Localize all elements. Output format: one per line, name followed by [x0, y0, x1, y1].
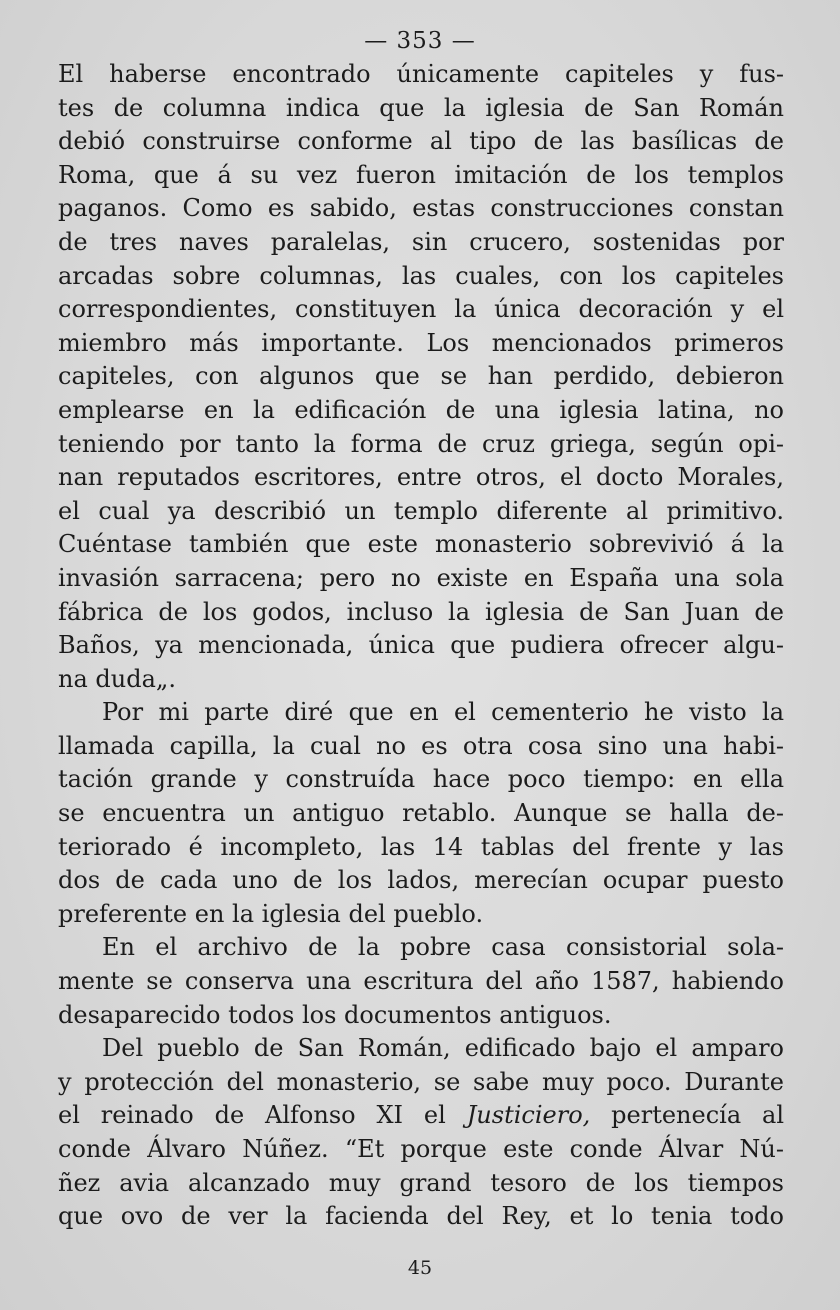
- text-line: capiteles, con algunos que se han perdido, debieron: [58, 362, 784, 391]
- text-line: de tres naves paralelas, sin crucero, sostenidas por: [58, 227, 784, 256]
- text-line: Por mi parte diré que en el cementerio he visto la: [102, 698, 784, 727]
- text-segment: el reinado de Alfonso XI el: [58, 1101, 467, 1130]
- text-line: emplearse en la edificación de una iglesia latina, no: [58, 395, 784, 424]
- text-line: ñez avia alcanzado muy grand tesoro de los tiempos: [58, 1168, 784, 1197]
- text-line: En el archivo de la pobre casa consistorial sola-: [102, 933, 784, 962]
- text-line: dos de cada uno de los lados, merecían ocupar puesto: [58, 866, 784, 895]
- text-line: conde Álvaro Núñez. “Et porque este conde Álvar Nú-: [58, 1135, 784, 1163]
- text-line-mixed: [58, 1099, 784, 1133]
- text-line: teriorado é incompleto, las 14 tablas del frente y las: [58, 832, 784, 861]
- text-line: se encuentra un antiguo retablo. Aunque se halla de-: [58, 799, 784, 828]
- text-line: tación grande y construída hace poco tiempo: en ella: [58, 765, 784, 794]
- text-line: desaparecido todos los documentos antiguos.: [58, 1000, 612, 1029]
- text-line: na duda„.: [58, 664, 176, 693]
- text-line: teniendo por tanto la forma de cruz griega, según opi-: [58, 429, 784, 458]
- text-line: mente se conserva una escritura del año 1587, habiendo: [58, 967, 784, 996]
- text-line: y protección del monasterio, se sabe muy poco. Durante: [58, 1067, 784, 1096]
- body-text: [58, 58, 784, 1234]
- text-line: correspondientes, constituyen la única decoración y el: [58, 295, 784, 324]
- italic-epithet: Justiciero,: [466, 1101, 591, 1130]
- text-line: nan reputados escritores, entre otros, el docto Morales,: [58, 463, 784, 492]
- text-line: miembro más importante. Los mencionados primeros: [58, 328, 784, 357]
- text-line: paganos. Como es sabido, estas construcciones constan: [58, 194, 784, 223]
- text-line: llamada capilla, la cual no es otra cosa sino una habi-: [58, 731, 784, 760]
- text-line: fábrica de los godos, incluso la iglesia de San Juan de: [58, 597, 784, 626]
- text-line: Del pueblo de San Román, edificado bajo el amparo: [102, 1034, 784, 1063]
- text-line: Cuéntase también que este monasterio sobrevivió á la: [58, 530, 784, 559]
- text-segment: pertenecía al: [590, 1101, 785, 1130]
- text-line: invasión sarracena; pero no existe en España una sola: [58, 563, 784, 592]
- text-line: el cual ya describió un templo diferente al primitivo.: [58, 496, 784, 525]
- page-number: — 353 —: [364, 28, 476, 54]
- text-line: arcadas sobre columnas, las cuales, con los capiteles: [58, 261, 784, 290]
- text-line: El haberse encontrado únicamente capiteles y fus-: [58, 60, 784, 88]
- text-line: que ovo de ver la facienda del Rey, et lo tenia todo: [58, 1202, 784, 1231]
- text-line: Roma, que á su vez fueron imitación de los templos: [58, 160, 784, 189]
- text-line: debió construirse conforme al tipo de las basílicas de: [58, 127, 784, 156]
- text-line: tes de columna indica que la iglesia de San Román: [58, 93, 784, 122]
- text-line: preferente en la iglesia del pueblo.: [58, 899, 484, 928]
- text-line: Baños, ya mencionada, única que pudiera ofrecer algu-: [58, 631, 784, 660]
- signature-mark: 45: [407, 1257, 433, 1279]
